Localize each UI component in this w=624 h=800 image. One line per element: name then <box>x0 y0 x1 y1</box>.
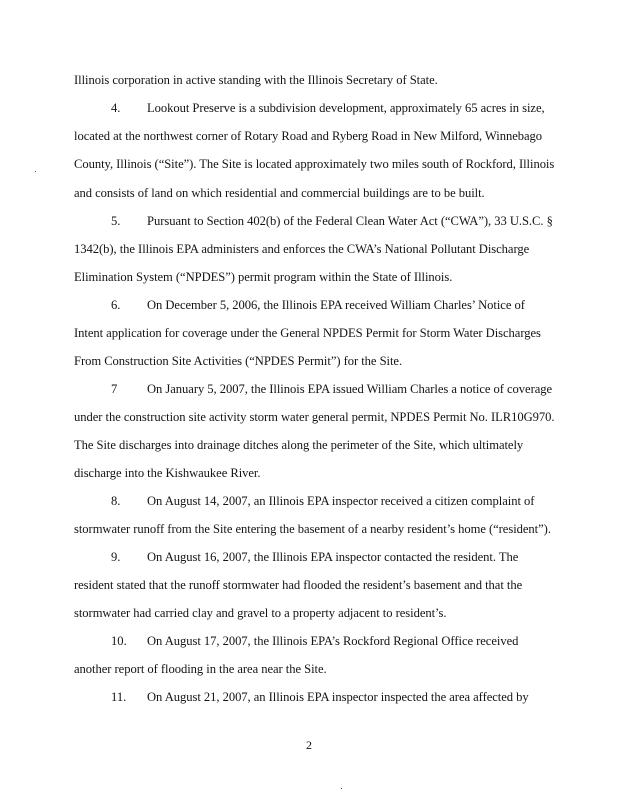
page-number: 2 <box>306 738 312 752</box>
paragraph-number: 11. <box>111 690 127 704</box>
paragraph-line: another report of flooding in the area near the Site. <box>74 662 327 676</box>
paragraph-line: Elimination System (“NPDES”) permit program within the State of Illinois. <box>74 270 453 284</box>
paragraph-number: 8. <box>111 494 121 508</box>
paragraph-line: under the construction site activity storm water general permit, NPDES Permit No. ILR10G970. <box>74 410 555 424</box>
paragraph-line: resident stated that the runoff stormwater had flooded the resident’s basement and that the <box>74 578 523 592</box>
paragraph-line: 1342(b), the Illinois EPA administers and enforces the CWA’s National Pollutant Discharge <box>74 242 530 256</box>
paragraph-line: The Site discharges into drainage ditches along the perimeter of the Site, which ultimately <box>74 438 524 452</box>
paragraph-line: discharge into the Kishwaukee River. <box>74 466 261 480</box>
paragraph-line: On August 21, 2007, an Illinois EPA inspector inspected the area affected by <box>147 690 529 704</box>
paragraph-number: 9. <box>111 550 121 564</box>
paragraph-number: 5. <box>111 214 121 228</box>
scan-speck <box>35 171 36 172</box>
paragraph-line: On August 16, 2007, the Illinois EPA inspector contacted the resident. The <box>147 550 519 564</box>
paragraph-line: Illinois corporation in active standing with the Illinois Secretary of State. <box>74 73 438 87</box>
paragraph-number: 6. <box>111 298 121 312</box>
paragraph-line: located at the northwest corner of Rotary Road and Ryberg Road in New Milford, Winnebago <box>74 129 543 143</box>
paragraph-line: Intent application for coverage under the General NPDES Permit for Storm Water Discharges <box>74 326 541 340</box>
paragraph-number: 7 <box>111 382 118 396</box>
scan-speck <box>341 788 342 789</box>
paragraph-line: On January 5, 2007, the Illinois EPA issued William Charles a notice of coverage <box>147 382 553 396</box>
paragraph-line: stormwater runoff from the Site entering the basement of a nearby resident’s home (“resident”). <box>74 522 551 536</box>
paragraph-line: On August 17, 2007, the Illinois EPA’s Rockford Regional Office received <box>147 634 519 648</box>
paragraph-line: stormwater had carried clay and gravel to a property adjacent to resident’s. <box>74 606 447 620</box>
paragraph-line: On December 5, 2006, the Illinois EPA received William Charles’ Notice of <box>147 298 525 312</box>
paragraph-line: and consists of land on which residential and commercial buildings are to be built. <box>74 186 485 200</box>
paragraph-line: On August 14, 2007, an Illinois EPA inspector received a citizen complaint of <box>147 494 535 508</box>
paragraph-line: Lookout Preserve is a subdivision development, approximately 65 acres in size, <box>147 101 545 115</box>
paragraph-line: County, Illinois (“Site”). The Site is located approximately two miles south of Rockford, Illinois <box>74 157 555 171</box>
paragraph-number: 10. <box>111 634 127 648</box>
paragraph-line: Pursuant to Section 402(b) of the Federal Clean Water Act (“CWA”), 33 U.S.C. § <box>147 214 553 228</box>
paragraph-number: 4. <box>111 101 121 115</box>
paragraph-line: From Construction Site Activities (“NPDES Permit”) for the Site. <box>74 354 403 368</box>
